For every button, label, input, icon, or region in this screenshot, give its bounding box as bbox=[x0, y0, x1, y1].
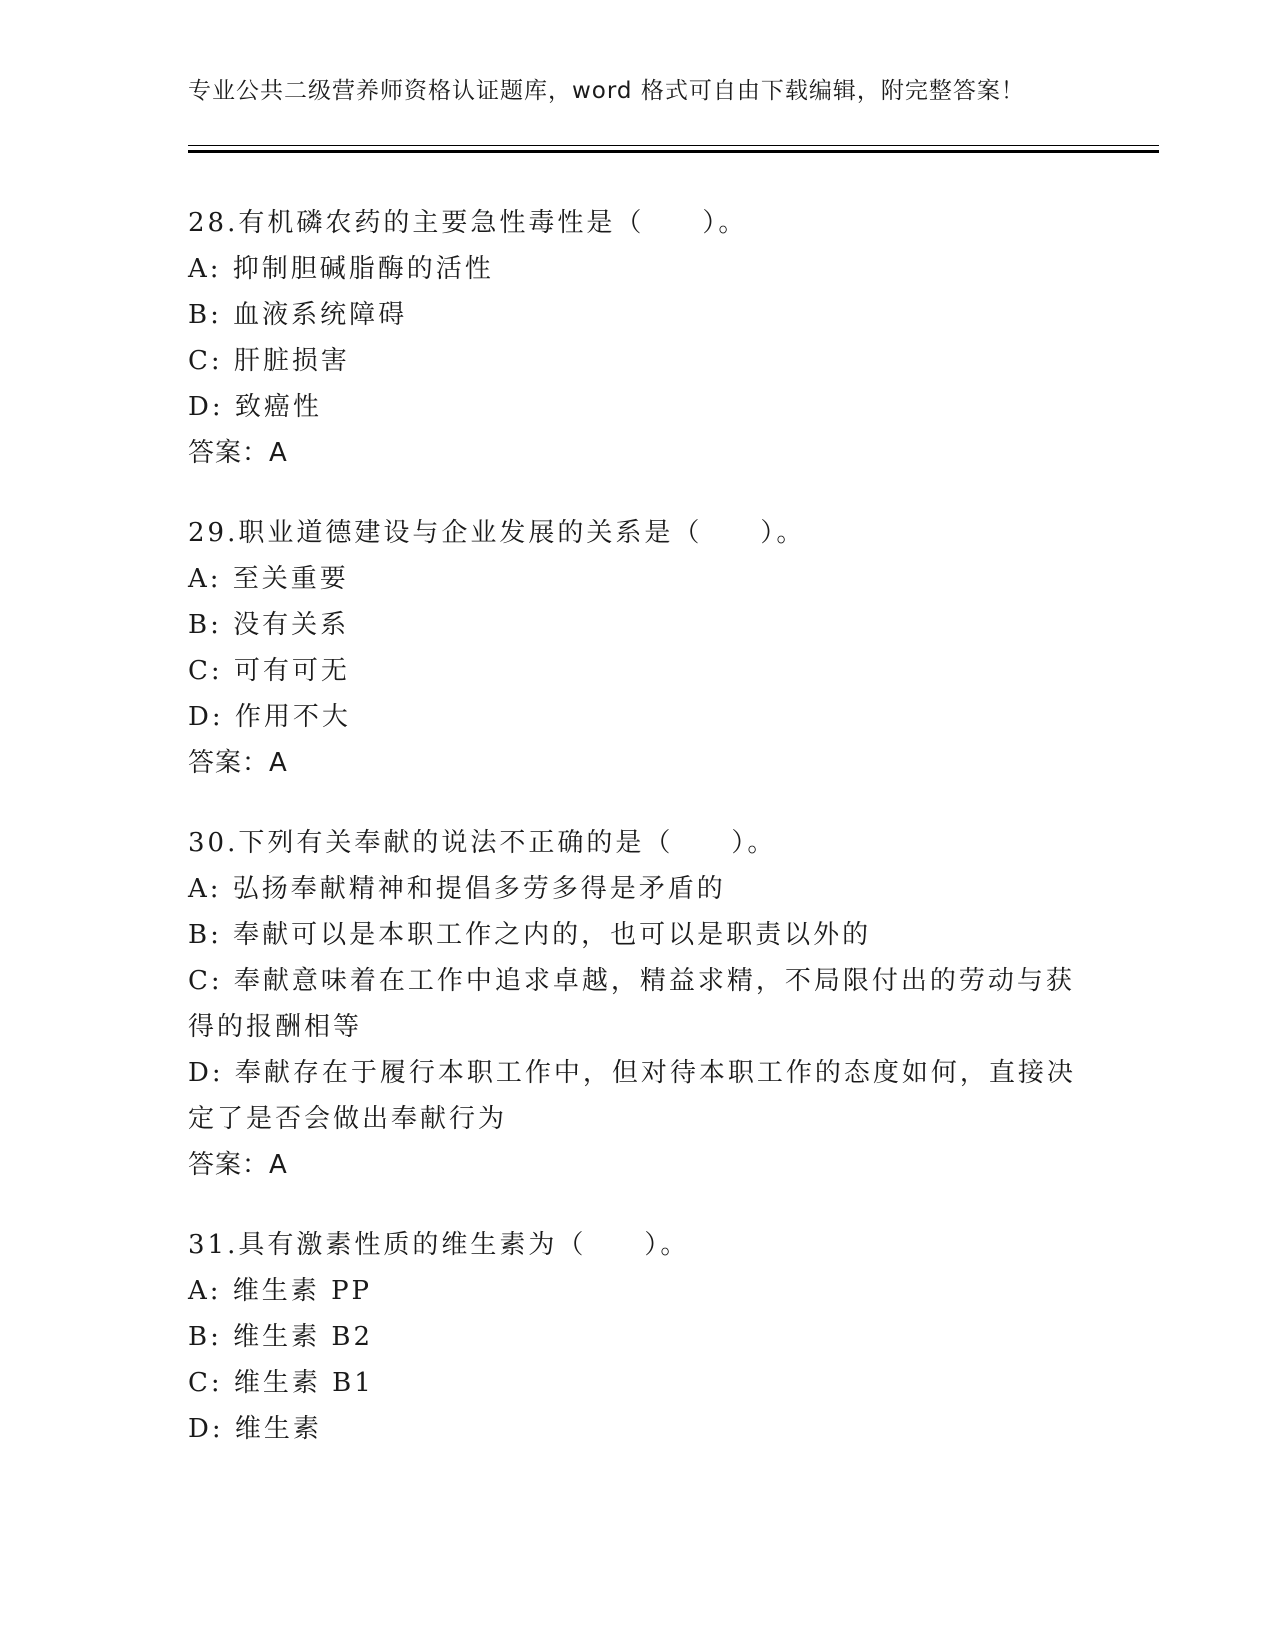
answer-line bbox=[188, 1142, 1088, 1188]
answer-value: A bbox=[269, 438, 288, 468]
question-list bbox=[188, 200, 1088, 1486]
option-b: B: 奉献可以是本职工作之内的，也可以是职责以外的 bbox=[188, 920, 872, 950]
question-stem: 31.具有激素性质的维生素为（ ）。 bbox=[188, 1230, 690, 1260]
option-b: B: 维生素 B2 bbox=[188, 1322, 374, 1352]
question-30 bbox=[188, 820, 1088, 1188]
question-31 bbox=[188, 1222, 1088, 1452]
option-c: C: 维生素 B1 bbox=[188, 1368, 374, 1398]
option-c: C: 奉献意味着在工作中追求卓越，精益求精，不局限付出的劳动与获得的报酬相等 bbox=[188, 966, 1075, 1042]
option-d: D: 维生素 bbox=[188, 1414, 322, 1444]
answer-value: A bbox=[269, 748, 288, 778]
header-rule-thick bbox=[188, 150, 1159, 153]
option-a: A: 至关重要 bbox=[188, 564, 349, 594]
option-b: B: 没有关系 bbox=[188, 610, 350, 640]
question-29 bbox=[188, 510, 1088, 786]
option-b: B: 血液系统障碍 bbox=[188, 300, 408, 330]
page-header: 专业公共二级营养师资格认证题库，word 格式可自由下载编辑，附完整答案！ bbox=[188, 78, 1025, 104]
answer-label: 答案： bbox=[188, 1150, 270, 1180]
option-a: A: 弘扬奉献精神和提倡多劳多得是矛盾的 bbox=[188, 874, 726, 904]
answer-line bbox=[188, 430, 1088, 476]
question-stem: 29.职业道德建设与企业发展的关系是（ ）。 bbox=[188, 518, 806, 548]
option-d: D: 致癌性 bbox=[188, 392, 322, 422]
header-rule bbox=[188, 145, 1159, 146]
answer-value: A bbox=[269, 1150, 288, 1180]
answer-label: 答案： bbox=[188, 438, 270, 468]
question-28 bbox=[188, 200, 1088, 476]
option-a: A: 抑制胆碱脂酶的活性 bbox=[188, 254, 494, 284]
option-c: C: 肝脏损害 bbox=[188, 346, 350, 376]
question-stem: 30.下列有关奉献的说法不正确的是（ ）。 bbox=[188, 828, 777, 858]
answer-line bbox=[188, 740, 1088, 786]
option-d: D: 奉献存在于履行本职工作中，但对待本职工作的态度如何，直接决定了是否会做出奉献行为 bbox=[188, 1058, 1076, 1134]
question-stem: 28.有机磷农药的主要急性毒性是（ ）。 bbox=[188, 208, 748, 238]
option-c: C: 可有可无 bbox=[188, 656, 350, 686]
answer-label: 答案： bbox=[188, 748, 270, 778]
option-a: A: 维生素 PP bbox=[188, 1276, 373, 1306]
option-d: D: 作用不大 bbox=[188, 702, 351, 732]
